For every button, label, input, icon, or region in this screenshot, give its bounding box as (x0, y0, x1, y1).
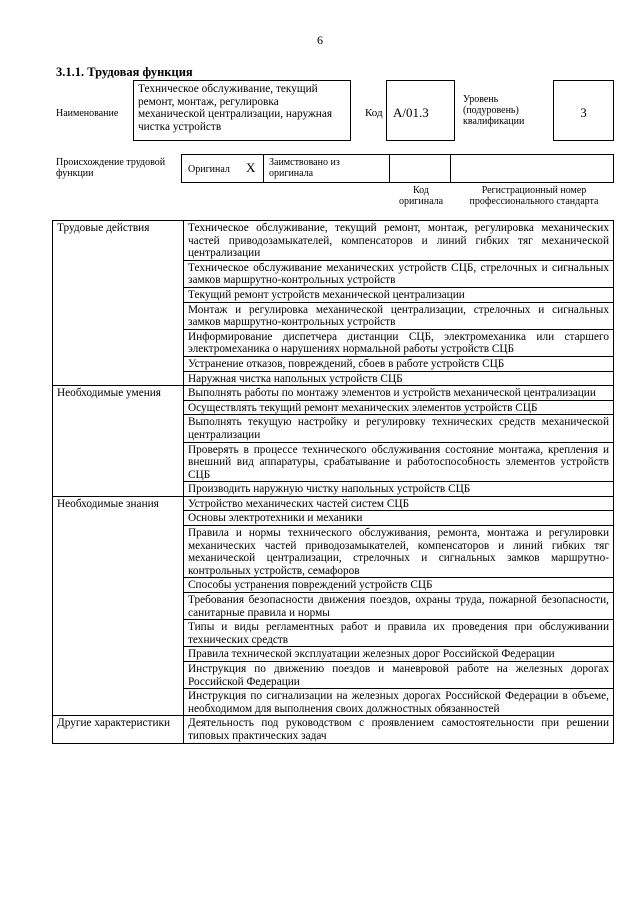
original-mark: X (246, 160, 256, 175)
group-item: Наружная чистка напольных устройств СЦБ (184, 371, 614, 386)
group-item: Правила и нормы технического обслуживания, ремонта, монтажа и регулировки механических частей приводозамыкателей, компенсаторов и линий гибких тяг механической централизации, стрелочных и сигнальных замков маршрутно-контрольных устройств, семафоров (184, 526, 614, 578)
group-item: Техническое обслуживание, текущий ремонт, монтаж, регулировка механических частей приводозамыкателей, компенсаторов и линий гибких тяг механической централизации (184, 221, 614, 261)
code-original-caption: Код оригинала (398, 185, 444, 207)
level-label: Уровень (подуровень) квалификации (463, 94, 525, 127)
code-original-cell (389, 154, 451, 183)
group-item: Монтаж и регулировка механической централизации, стрелочных и сигнальных замков маршрутно-контрольных устройств (184, 302, 614, 329)
group-item: Инструкция по сигнализации на железных дорогах Российской Федерации в объеме, необходимом для выполнения своих должностных обязанностей (184, 689, 614, 716)
table-row (53, 221, 614, 261)
reg-number-caption: Регистрационный номер профессионального стандарта (469, 185, 599, 207)
group-item: Деятельность под руководством с проявлением самостоятельности при решении типовых практических задач (184, 716, 614, 743)
group-item: Текущий ремонт устройств механической централизации (184, 287, 614, 302)
code-value: А/01.3 (386, 80, 455, 141)
group-item: Информирование диспетчера дистанции СЦБ, электромеханика или старшего электромеханика о нарушениях нормальной работы устройств СЦБ (184, 329, 614, 356)
table-row (53, 716, 614, 743)
group-item: Инструкция по движению поездов и маневровой работе на железных дорогах Российской Федерации (184, 662, 614, 689)
group-item: Способы устранения повреждений устройств СЦБ (184, 578, 614, 593)
name-value: Техническое обслуживание, текущий ремонт, монтаж, регулировка механической централизации, наружная чистка устройств (133, 80, 351, 141)
group-item: Устранение отказов, повреждений, сбоев в работе устройств СЦБ (184, 356, 614, 371)
page-number: 6 (317, 33, 323, 47)
reg-number-cell (450, 154, 614, 183)
original-label: Оригинал (188, 164, 230, 175)
group-label: Другие характеристики (53, 716, 184, 743)
group-label: Необходимые знания (53, 496, 184, 716)
group-item: Выполнять текущую настройку и регулировку технических средств механической централизации (184, 415, 614, 442)
group-label: Трудовые действия (53, 221, 184, 386)
group-label: Необходимые умения (53, 386, 184, 497)
code-label: Код (365, 107, 383, 119)
group-item: Правила технической эксплуатации железных дорог Российской Федерации (184, 647, 614, 662)
group-item: Основы электротехники и механики (184, 511, 614, 526)
origin-label: Происхождение трудовой функции (56, 157, 166, 179)
group-item: Проверять в процессе технического обслуживания состояние монтажа, крепления и внешний вид аппаратуры, срабатывание и работоспособность элементов устройств СЦБ (184, 442, 614, 482)
level-value: 3 (553, 80, 614, 141)
borrowed-label: Заимствовано из оригинала (269, 157, 340, 179)
group-item: Осуществлять текущий ремонт механических элементов устройств СЦБ (184, 400, 614, 415)
group-item: Производить наружную чистку напольных устройств СЦБ (184, 482, 614, 497)
group-item: Типы и виды регламентных работ и правила их проведения при обслуживании технических средств (184, 620, 614, 647)
group-item: Выполнять работы по монтажу элементов и устройств механической централизации (184, 386, 614, 401)
group-item: Техническое обслуживание механических устройств СЦБ, стрелочных и сигнальных замков маршрутно-контрольных устройств (184, 260, 614, 287)
group-item: Устройство механических частей систем СЦБ (184, 496, 614, 511)
table-row (53, 496, 614, 511)
section-title: 3.1.1. Трудовая функция (56, 65, 193, 79)
name-label: Наименование (56, 108, 119, 119)
function-table (52, 220, 614, 744)
group-item: Требования безопасности движения поездов, охраны труда, пожарной безопасности, санитарные правила и нормы (184, 593, 614, 620)
table-row (53, 386, 614, 401)
